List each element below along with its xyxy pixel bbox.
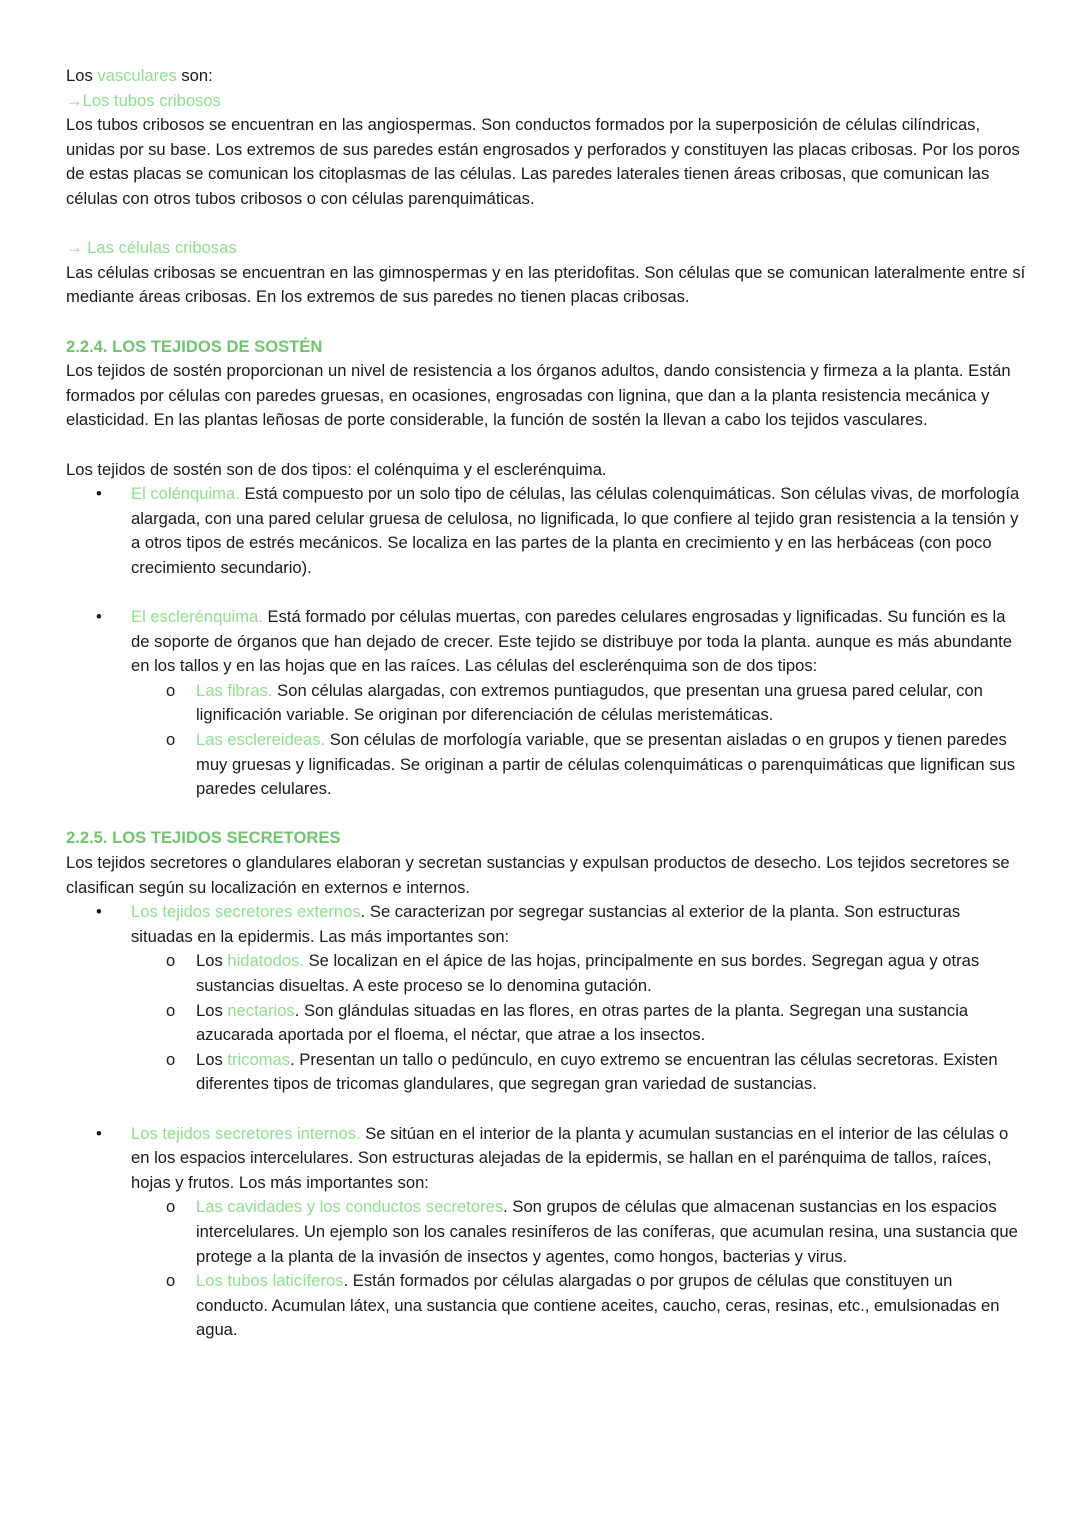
section-title-secretores: 2.2.5. LOS TEJIDOS SECRETORES — [66, 828, 341, 848]
bullet-icon: • — [96, 902, 102, 922]
keyword-esclereideas: Las esclereideas. — [196, 730, 326, 750]
list-item-cavidades: o Las cavidades y los conductos secretores. Son grupos de células que almacenan sustancias en los espacios intercelulares. Un ejemplo son los canales resiníferos de las coníferas, que acumulan resina, una sustancia que protege a la planta de la invasión de insectos y agentes, como hongos, bacterias y virus. — [166, 1197, 1018, 1266]
circle-bullet-icon: o — [166, 1000, 176, 1020]
list-item-esclereideas: o Las esclereideas. Son células de morfología variable, que se presentan aisladas o en grupos y tienen paredes muy gruesas y lignificadas. Se originan a partir de células colenquimáticas o parenquimáticas que lignifican sus paredes celulares. — [166, 730, 1016, 799]
keyword-internos: Los tejidos secretores internos. — [131, 1123, 361, 1143]
sosten-types: Los tejidos de sostén son de dos tipos: el colénquima y el esclerénquima. — [66, 459, 607, 479]
list-item-externos: • Los tejidos secretores externos. Se caracterizan por segregar sustancias al exterior de la planta. Son estructuras situadas en la epidermis. Las más importantes son: — [96, 902, 961, 946]
list-item-internos: • Los tejidos secretores internos. Se sitúan en el interior de la planta y acumulan sustancias en el interior de las células o en los espacios intercelulares. Son estructuras alejadas de la epidermis, se hallan en el parénquima de tallos, raíces, hojas y frutos. Los más importantes son: — [96, 1123, 1009, 1192]
list-item-hidatodos: o Los hidatodos. Se localizan en el ápice de las hojas, principalmente en sus bordes. Segregan agua y otras sustancias disueltas. A este proceso se lo denomina gutación. — [166, 951, 980, 995]
keyword-cavidades: Las cavidades y los conductos secretores — [196, 1197, 504, 1217]
section-title-sosten: 2.2.4. LOS TEJIDOS DE SOSTÉN — [66, 336, 323, 356]
list-item-colenquima: • El colénquima. Está compuesto por un solo tipo de células, las células colenquimáticas. Son células vivas, de morfología alargada, con una pared celular gruesa de celulosa, no lignificada, lo que confiere al tejido gran resistencia a la tensión y a otros tipos de estrés mecánicos. Se localiza en las partes de la planta en crecimiento y en las herbáceas (con poco crecimiento secundario). — [96, 484, 1020, 577]
vasculares-intro: Los vasculares son: — [66, 66, 213, 85]
document-page — [66, 64, 1026, 1343]
list-item-laticiferos: o Los tubos laticíferos. Están formados por células alargadas o por grupos de células que constituyen un conducto. Acumulan látex, una sustancia que contiene aceites, caucho, ceras, resinas, etc., emulsionadas en agua. — [166, 1271, 1000, 1340]
list-item-esclerenquima: • El esclerénquima. Está formado por células muertas, con paredes celulares engrosadas y lignificadas. Su función es la de soporte de órganos que han dejado de crecer. Este tejido se distribuye por toda la planta. aunque es más abundante en los tallos y en las hojas que en las raíces. Las células del esclerénquima son de dos tipos: — [96, 607, 1013, 676]
keyword-fibras: Las fibras. — [196, 680, 273, 700]
bullet-icon: • — [96, 1123, 102, 1143]
circle-bullet-icon: o — [166, 1271, 176, 1291]
bullet-icon: • — [96, 484, 102, 504]
keyword-hidatodos: hidatodos. — [227, 951, 304, 971]
keyword-tricomas: tricomas — [227, 1049, 291, 1069]
circle-bullet-icon: o — [166, 1197, 176, 1217]
circle-bullet-icon: o — [166, 730, 176, 750]
sosten-paragraph: Los tejidos de sostén proporcionan un nivel de resistencia a los órganos adultos, dando consistencia y firmeza a la planta. Están formados por células con paredes gruesas, en ocasiones, engrosadas con lignina, que dan a la planta resistencia mecánica y elasticidad. En las plantas leñosas de porte considerable, la función de sostén la llevan a cabo los tejidos vasculares. — [66, 361, 1011, 430]
celulas-cribosas-heading: → Las células cribosas — [66, 238, 237, 258]
circle-bullet-icon: o — [166, 1049, 176, 1069]
keyword-esclerenquima: El esclerénquima. — [131, 607, 263, 627]
bullet-icon: • — [96, 607, 102, 627]
list-item-tricomas: o Los tricomas. Presentan un tallo o pedúnculo, en cuyo extremo se encuentran las células secretoras. Existen diferentes tipos de tricomas glandulares, que segregan gran variedad de sustancias. — [166, 1049, 998, 1094]
secretores-paragraph: Los tejidos secretores o glandulares elaboran y secretan sustancias y expulsan productos de desecho. Los tejidos secretores se clasifican según su localización en externos e internos. — [66, 853, 1010, 897]
keyword-nectarios: nectarios — [227, 1000, 295, 1020]
keyword-vasculares: vasculares — [97, 66, 177, 85]
keyword-colenquima: El colénquima. — [131, 484, 240, 504]
celulas-cribosas-text: Las células cribosas se encuentran en las gimnospermas y en las pteridofitas. Son células que se comunican lateralmente entre sí mediante áreas cribosas. En los extremos de sus paredes no tienen placas cribosas. — [66, 262, 1026, 307]
tubos-cribosos-heading: →Los tubos cribosos — [66, 90, 221, 110]
keyword-laticiferos: Los tubos laticíferos — [196, 1271, 344, 1291]
tubos-cribosos-text: Los tubos cribosos se encuentran en las angiospermas. Son conductos formados por la superposición de células cilíndricas, unidas por su base. Los extremos de sus paredes están engrosados y perforados y constituyen las placas cribosas. Por los poros de estas placas se comunican los citoplasmas de las células. Las paredes laterales tienen áreas cribosas, que comunican las células con otros tubos cribosos o con células parenquimáticas. — [66, 115, 1020, 208]
circle-bullet-icon: o — [166, 680, 176, 700]
list-item-fibras: o Las fibras. Son células alargadas, con extremos puntiagudos, que presentan una gruesa pared celular, con lignificación variable. Se originan por diferenciación de células meristemáticas. — [166, 680, 983, 725]
list-item-nectarios: o Los nectarios. Son glándulas situadas en las flores, en otras partes de la planta. Segregan una sustancia azucarada aportada por el floema, el néctar, que atrae a los insectos. — [166, 1000, 969, 1045]
keyword-externos: Los tejidos secretores externos — [131, 902, 361, 922]
circle-bullet-icon: o — [166, 951, 176, 971]
